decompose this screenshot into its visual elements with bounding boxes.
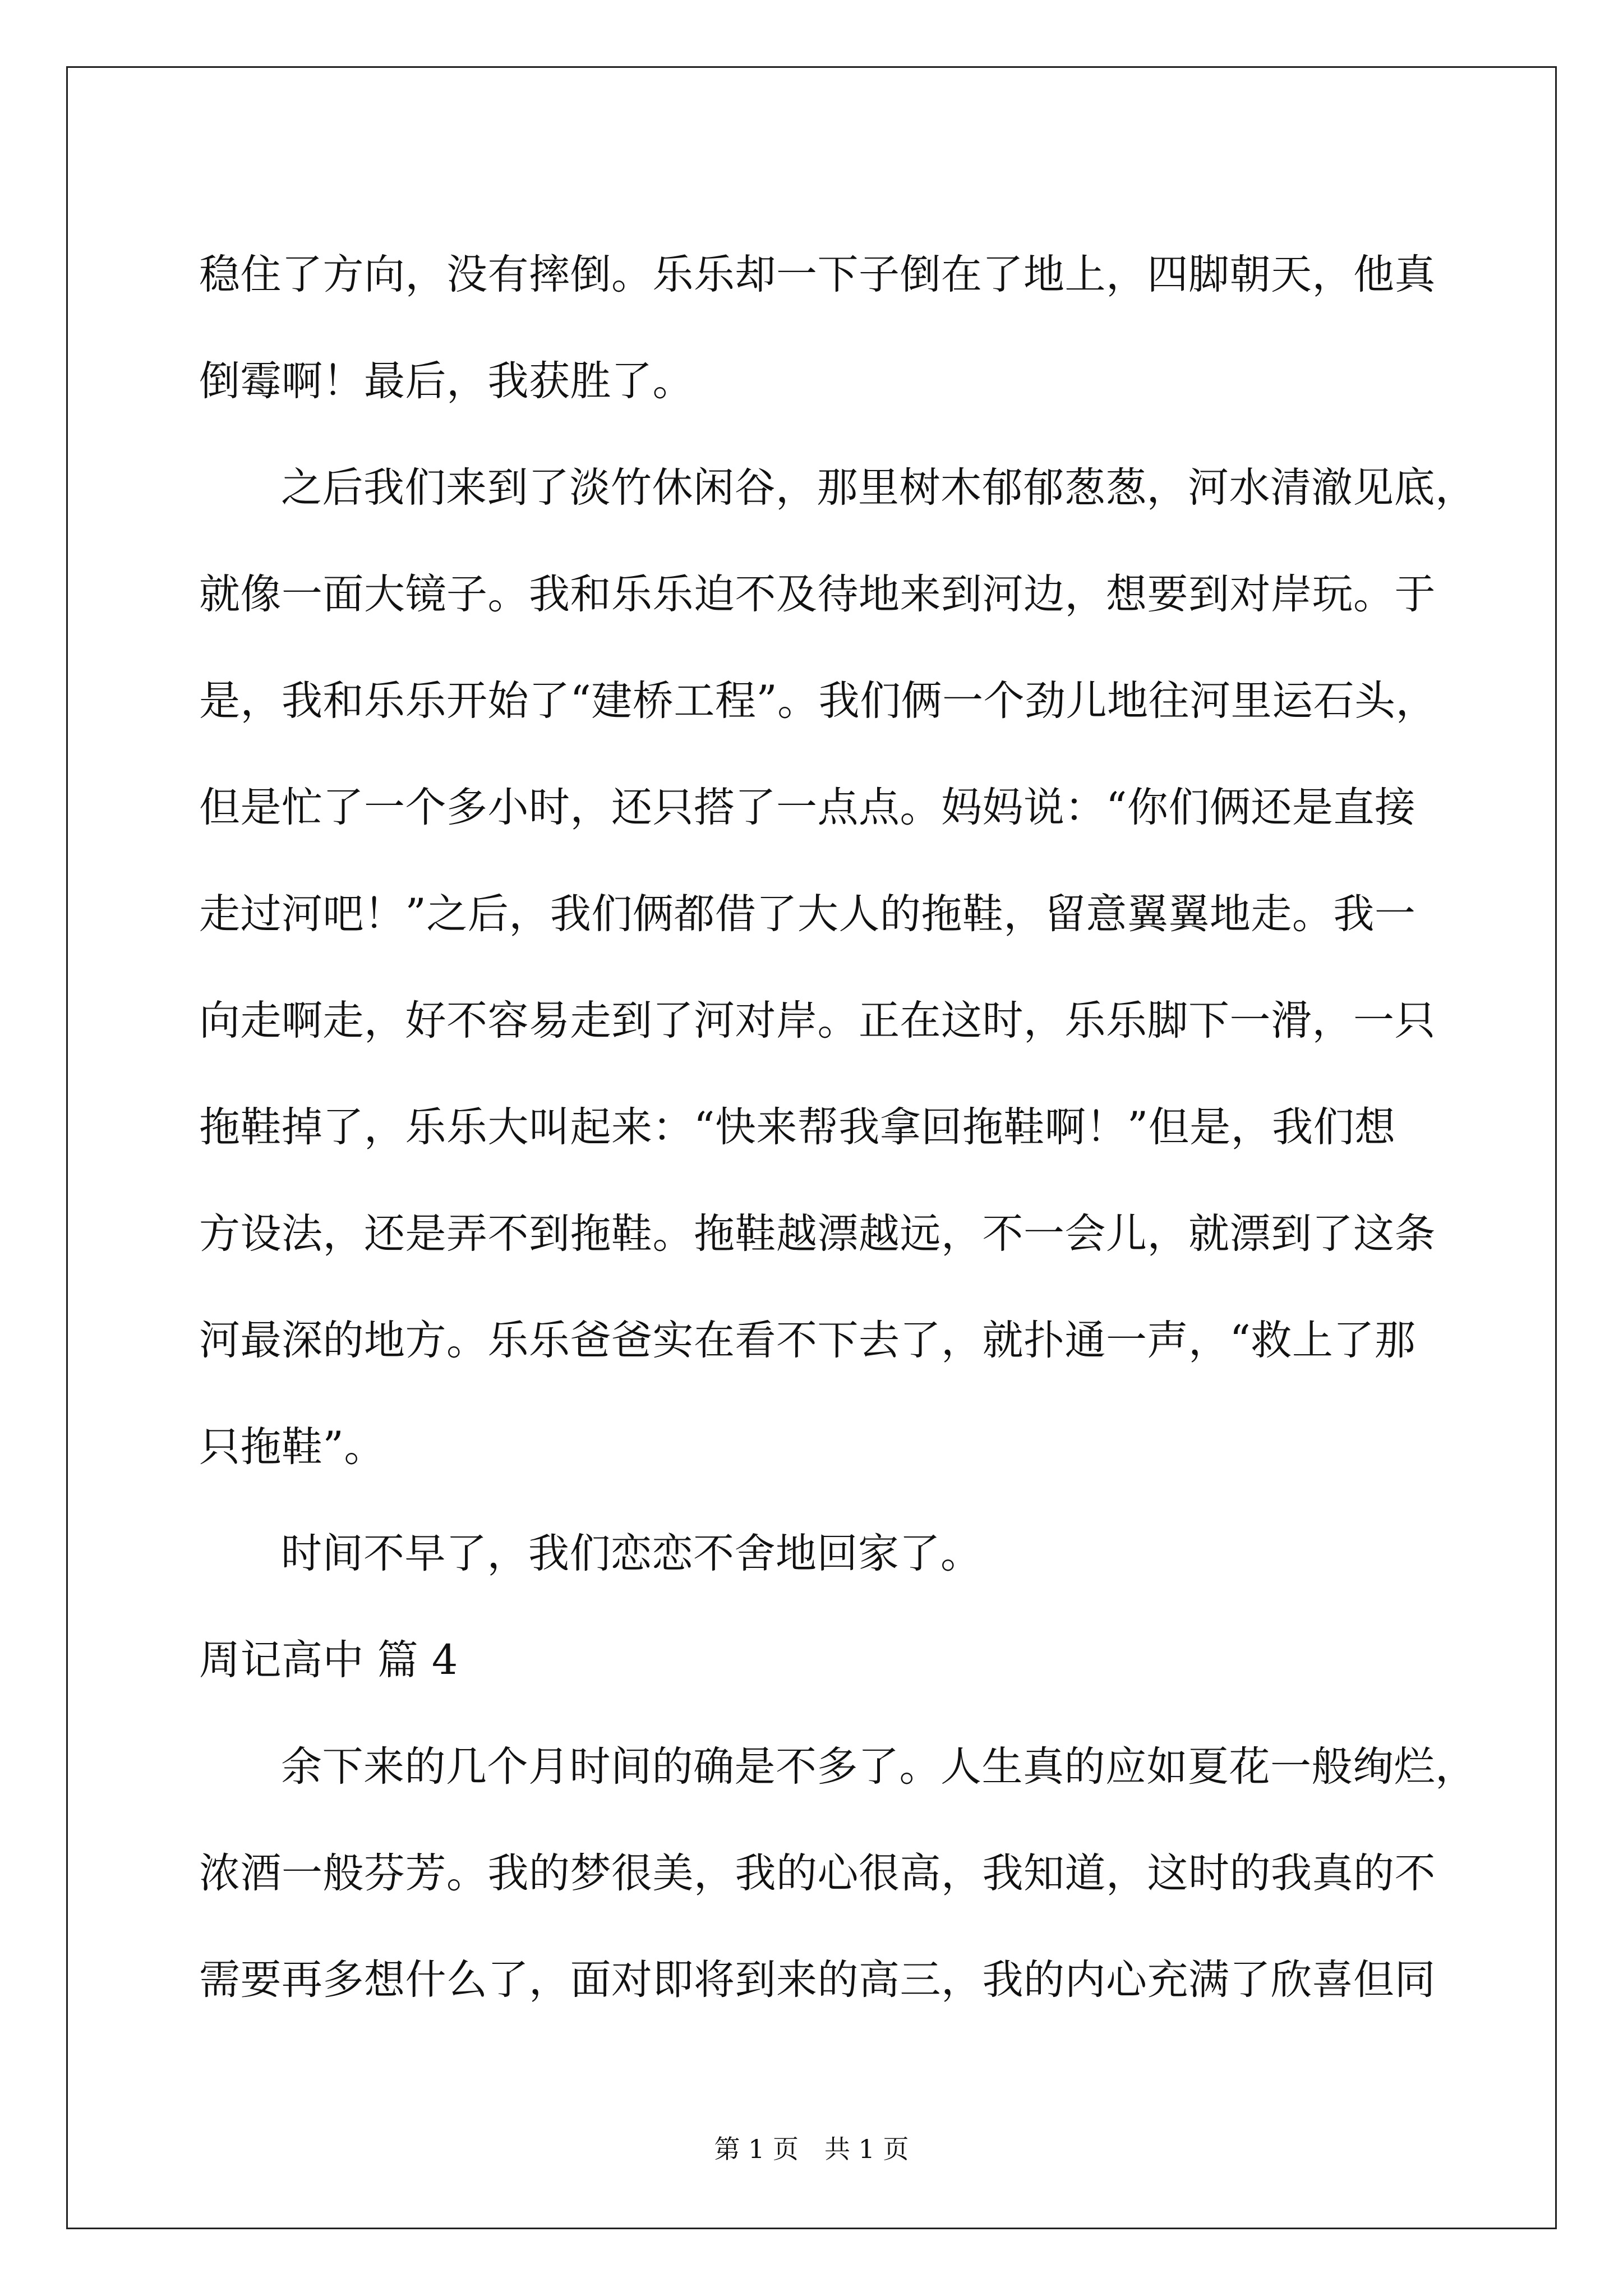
text-line: 河最深的地方。乐乐爸爸实在看不下去了，就扑通一声，“救上了那 xyxy=(199,1317,1416,1364)
page-total: 共 1 页 xyxy=(824,2134,909,2164)
paragraph-start: 余下来的几个月时间的确是不多了。人生真的应如夏花一般绚烂， xyxy=(281,1743,1477,1791)
text-line: 倒霉啊！最后，我获胜了。 xyxy=(199,357,694,405)
text-line: 方设法，还是弄不到拖鞋。拖鞋越漂越远，不一会儿，就漂到了这条 xyxy=(199,1210,1436,1258)
section-heading: 周记高中 篇 4 xyxy=(199,1636,458,1684)
paragraph-start: 之后我们来到了淡竹休闲谷，那里树木郁郁葱葱，河水清澈见底， xyxy=(281,464,1477,512)
page-number: 第 1 页 xyxy=(714,2134,799,2164)
text-line: 稳住了方向，没有摔倒。乐乐却一下子倒在了地上，四脚朝天，他真 xyxy=(199,251,1436,298)
text-line: 但是忙了一个多小时，还只搭了一点点。妈妈说：“你们俩还是直接 xyxy=(199,784,1416,831)
text-line: 向走啊走，好不容易走到了河对岸。正在这时，乐乐脚下一滑，一只 xyxy=(199,997,1436,1045)
text-line: 就像一面大镜子。我和乐乐迫不及待地来到河边，想要到对岸玩。于 xyxy=(199,570,1436,618)
page-footer xyxy=(0,2129,1623,2166)
text-line: 是，我和乐乐开始了“建桥工程”。我们俩一个劲儿地往河里运石头， xyxy=(199,677,1437,725)
text-line: 只拖鞋”。 xyxy=(199,1423,385,1471)
text-line: 需要再多想什么了，面对即将到来的高三，我的内心充满了欣喜但同 xyxy=(199,1956,1436,2004)
document-body xyxy=(199,222,1477,2033)
text-line: 浓酒一般芬芳。我的梦很美，我的心很高，我知道，这时的我真的不 xyxy=(199,1849,1436,1897)
paragraph-start: 时间不早了，我们恋恋不舍地回家了。 xyxy=(281,1530,982,1577)
text-line: 拖鞋掉了，乐乐大叫起来：“快来帮我拿回拖鞋啊！”但是，我们想 xyxy=(199,1103,1396,1151)
text-line: 走过河吧！”之后，我们俩都借了大人的拖鞋，留意翼翼地走。我一 xyxy=(199,890,1416,938)
